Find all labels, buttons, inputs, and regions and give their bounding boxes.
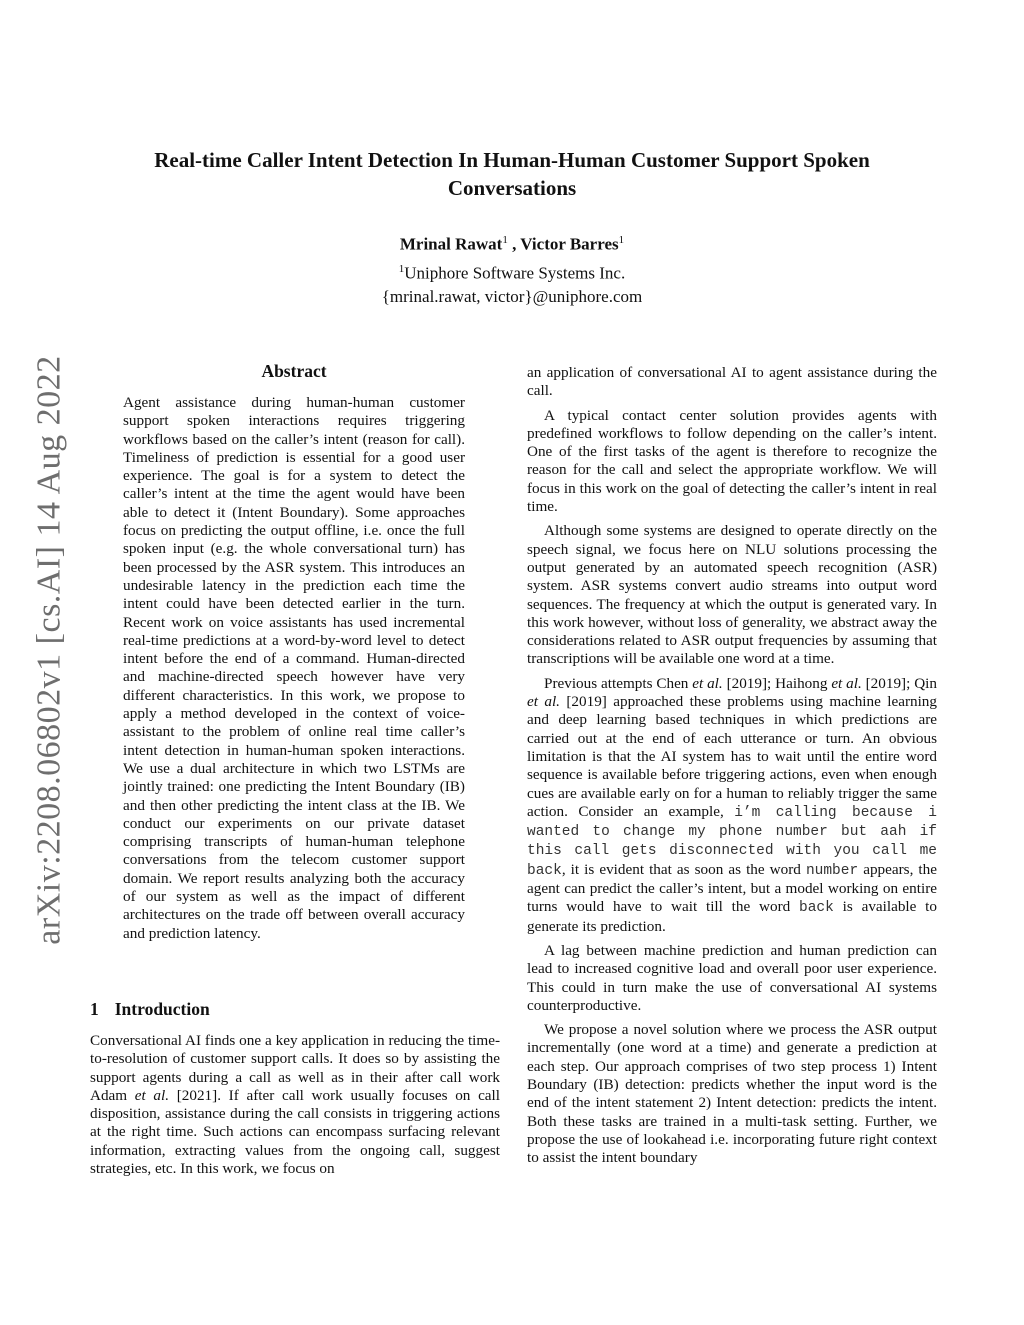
p3-etal-2: et al.	[831, 674, 862, 692]
right-paragraph-4: A lag between machine prediction and human prediction can lead to increased cognitive load and overall poor user experience. This could in turn make the use of conversational AI systems counterproductive.	[527, 941, 937, 1014]
right-paragraph-0: an application of conversational AI to agent assistance during the call.	[527, 364, 937, 400]
introduction-heading	[90, 999, 210, 1020]
affiliation-mark: 1	[398, 262, 405, 275]
arxiv-id-text: arXiv:2208.06802v1 [cs.AI] 14 Aug 2022	[31, 355, 69, 945]
p3-text-c: [2019]; Qin	[861, 674, 937, 692]
abstract-text: Agent assistance during human-human customer support spoken interactions requires triggering workflows based on the caller’s intent (reason for call). Timeliness of prediction is essential for a good user experience. The goal is for a system to detect the caller’s intent at the time the agent would have been able to detect it (Intent Boundary). Some approaches focus on predicting the output offline, i.e. once the full spoken input (e.g. the whole conversational turn) has been processed by the ASR system. This introduces an undesirable latency in the prediction each time the intent could have been detected earlier in the turn. Recent work on voice assistants has used incremental real-time predictions at a word-by-word level to detect intent before the end of a command. Human-directed and machine-directed speech however have very different characteristics. In this work, we propose to apply a method developed in the context of voice-assistant to the problem of online real time caller’s intent detection in human-human spoken interactions. We use a dual architecture in which two LSTMs are jointly trained: one predicting the Intent Boundary (IB) and then other predicting the intent class at the IB. We conduct our experiments on our private dataset comprising transcripts of human-human telephone conversations from the telecom customer support domain. We report results analyzing both the accuracy of our system as well as the impact of different architectures on the trade off between overall accuracy and prediction latency.	[123, 394, 465, 942]
author-emails: {mrinal.rawat, victor}@uniphore.com	[381, 287, 643, 307]
author-separator: ,	[507, 234, 521, 254]
affiliation-name: Uniphore Software Systems Inc.	[404, 263, 626, 283]
author-2-affil-mark: 1	[618, 234, 625, 246]
p3-text-d: [2019] approached these problems using machine learning and deep learning based techniques in which predictions are carried out at the end of each utterance or turn. An obvious limitation is that the AI system has to wait until the entire word sequence is available before triggering actions, even when enough cues are available early on for a human to reliably trigger the same action. Consider an example,	[527, 693, 937, 820]
arxiv-identifier-stamp	[30, 355, 70, 945]
example-utterance-code: i’m calling because i wanted to change my phone number but aah if this call gets disconnected with you call me back	[527, 804, 937, 879]
intro-p1-etal: et al.	[134, 1086, 170, 1104]
p3-text-e: , it is evident that as soon as the word	[561, 860, 806, 878]
affiliation	[90, 257, 934, 286]
author-1-affil-mark: 1	[502, 234, 508, 246]
p3-text-b: [2019]; Haihong	[722, 674, 832, 692]
right-paragraph-2: Although some systems are designed to operate directly on the speech signal, we focus here on NLU solutions processing the output generated by an automated speech recognition (ASR) system. ASR systems convert audio streams into output word sequences. The frequency at which the output is generated vary. In this work however, without loss of generality, we abstract away the considerations related to ASR output frequencies by assuming that transcriptions will be available one word at a time.	[527, 522, 937, 668]
section-number: 1	[90, 999, 99, 1019]
p3-etal-1: et al.	[692, 674, 723, 692]
p3-etal-3: et al.	[527, 693, 560, 711]
abstract-heading: Abstract	[261, 361, 327, 381]
paper-title: Real-time Caller Intent Detection In Human-Human Customer Support Spoken Conversations	[154, 148, 870, 200]
right-paragraph-5: We propose a novel solution where we process the ASR output incrementally (one word at a time) and generate a prediction at each step. Our approach comprises of two step process 1) Intent Boundary (IB) detection: predicts whether the input word is the end of the intent statement 2) Intent detection: predicts the intent. Both these tasks are trained in a multi-task setting. Further, we propose the use of lookahead i.e. incorporating future right context to assist the intent boundary	[527, 1021, 937, 1167]
author-1: Mrinal Rawat	[399, 234, 503, 254]
code-word-number: number	[805, 862, 859, 879]
code-word-back: back	[799, 900, 834, 917]
p3-text-g: is available to generate its prediction.	[527, 898, 937, 935]
right-paragraph-3	[527, 675, 937, 936]
author-2: Victor Barres	[520, 234, 619, 254]
author-names	[90, 228, 934, 257]
right-column	[527, 364, 937, 1173]
intro-paragraph-1	[90, 1032, 500, 1178]
introduction-body	[90, 1032, 500, 1184]
author-block	[90, 228, 934, 309]
intro-p1-text-a: Conversational AI finds one a key application in reducing the time-to-resolution of customer support calls. It does so by assisting the support agents during a call as well as in their after call work Adam	[90, 1032, 500, 1104]
p3-text-f: appears, the agent can predict the caller’s intent, but a model working on entire turns would have to wait till the word	[527, 860, 937, 916]
p3-text-a: Previous attempts Chen	[544, 674, 693, 692]
abstract-section	[123, 361, 465, 943]
intro-p1-text-b: [2021]. If after call work usually focuses on call disposition, assistance during the call consists in triggering actions at the right time. Such actions can encompass surfacing relevant information, extracting values from the ongoing call, suggest strategies, etc. In this work, we focus on	[90, 1086, 500, 1178]
section-title: Introduction	[114, 999, 210, 1019]
right-paragraph-1: A typical contact center solution provides agents with predefined workflows to follow depending on the caller’s intent. One of the first tasks of the agent is therefore to recognize the reason for the call and select the appropriate workflow. We will focus in this work on the goal of detecting the caller’s intent in real time.	[527, 406, 937, 516]
